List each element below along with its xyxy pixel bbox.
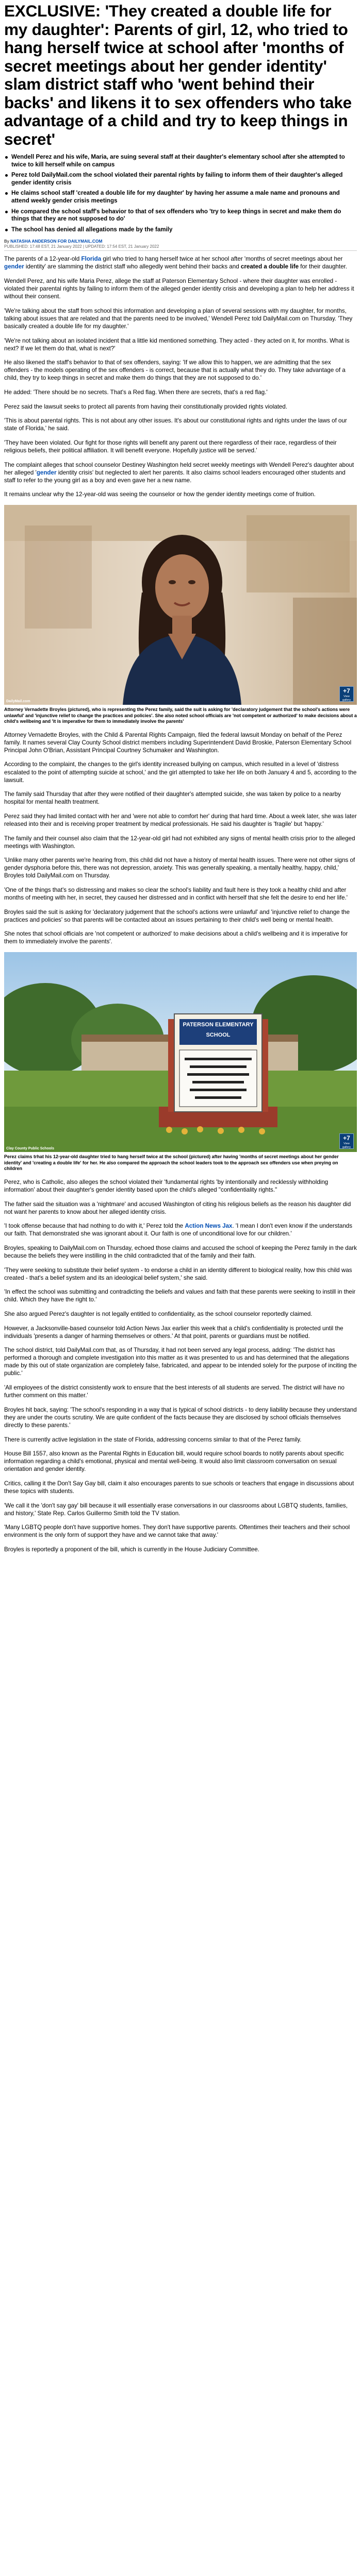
paragraph: Perez said the lawsuit seeks to protect all parents from having their constitutionally provided rights violated. [4, 403, 288, 410]
byline [4, 239, 357, 249]
divider [4, 250, 357, 251]
article-body [4, 731, 357, 946]
summary-bullet: The school has denied all allegations made by the family [4, 226, 357, 234]
paragraph: 'We call it the 'don't say gay' bill because it will essentially erase conversations in our classrooms about LGBTQ students, families, and history,' State Rep. Carlos Guillermo Smith told the TV station. [4, 1502, 348, 1517]
text: The parents of a 12-year-old [4, 256, 81, 263]
paragraph: 'One of the things that's so distressing and makes so clear the school's liability and fault here is they took a healthy child and after months of meeting with her, in secret, they caused her distressed and in conflict with herself that she felt the desire to end her life.' [4, 887, 348, 902]
sign-school-label: SCHOOL [206, 1032, 231, 1039]
text: identity crisis' but neglected to alert her parents. It also claims school leaders encouraged other students and staff to refer to the young girl as a boy and even gave her a new name. [4, 469, 346, 484]
paragraph: Broyles said the suit is asking for 'declaratory judgement that the school's actions were unlawful' and 'injunctive relief to change the practices and policies' so that parents will be contacted about an issues pertaining to their child's well being or mental health. [4, 908, 350, 923]
paragraph: He added: 'There should be no secrets. That's a Red flag. When there are secrets, that's a red flag.' [4, 388, 268, 396]
summary-bullet: Wendell Perez and his wife, Maria, are suing several staff at their daughter's elementary school after she attempted to twice to kill herself while on campus [4, 154, 357, 168]
paragraph: Attorney Vernadette Broyles, with the Child & Parental Rights Campaign, filed the federal lawsuit Monday on behalf of the Perez family. It names several Clay County School district members including Superintendent David Broskie, Paterson Elementary School Principal John O'Brian, Assistant Principal Courtney Schumaker and Washington. [4, 731, 352, 754]
paragraph: Wendell Perez, and his wife Maria Perez, allege the staff at Paterson Elementary School - where their daughter was enrolled - violated their parental rights by failing to inform them of the alleged gender identity crisis and developing a plan to help her address it without their consent. [4, 278, 354, 300]
action-news-jax-link[interactable]: Action News Jax [185, 1223, 233, 1230]
paragraph: 'They have been violated. Our fight for those rights will benefit any parent out there regardless of their race, regardless of their religious beliefs, their political affiliation. It will benefit everyone. Hopefully justice will be served.' [4, 439, 337, 454]
summary-bullets [4, 154, 357, 233]
author-link[interactable]: NATASHA ANDERSON FOR DAILYMAIL.COM [10, 239, 103, 244]
summary-bullet: He compared the school staff's behavior to that of sex offenders who 'try to keep things in secret and make them do things that they are not supposed to do' [4, 208, 357, 223]
florida-link[interactable]: Florida [81, 256, 102, 263]
paragraph: Perez, who is Catholic, also alleges the school violated their 'fundamental rights 'by intentionally and recklessly withholding information' about their daughter's gender identity based upon the child's alleged "confidentiality rights." [4, 1178, 329, 1193]
sign-school-name: PATERSON ELEMENTARY [183, 1022, 254, 1028]
gender-link[interactable]: gender [36, 469, 57, 476]
school-photo-image [4, 952, 357, 1152]
paragraph [4, 1222, 357, 1238]
paragraph: It remains unclear why the 12-year-old was seeing the counselor or how the gender identity meetings come of fruition. [4, 491, 316, 498]
paragraph: However, a Jacksonville-based counselor told Action News Jax earlier this week that a child's confidentiality is protected until the individuals 'presents a danger of harming themselves or others.' At that point, parents or guardians must be notified. [4, 1325, 343, 1340]
gallery-count: +7 [343, 687, 350, 694]
text: 'I took offense because that had nothing to do with it,' Perez told the [4, 1223, 185, 1230]
text: The complaint alleges that school counselor Destiney Washington held secret weekly meetings with Wendell Perez's daughter about her alleged ' [4, 461, 354, 476]
paragraph: The school district, told DailyMail.com that, as of Thursday, it had not been served any legal process, adding: 'The district has performed a thorough and complete investigation into this matter as it was presented to us and has determined that the allegations made by this out of state organization are completely false, fabricated, and appear to be intended solely for the purpose of inciting the public.' [4, 1347, 357, 1377]
photo-credit: DailyMail.com [6, 699, 30, 703]
text: for their daughter. [299, 263, 348, 270]
paragraph: She notes that school officials are 'not competent or authorized' to make decisions about a child's wellbeing and it is imperative for them to immediately involve the parents'. [4, 930, 348, 945]
paragraph: According to the complaint, the changes to the girl's identity increased bullying on campus, which resulted in a level of 'distress escalated to the point of attempting suicide at school,' and the girl attempted to take her life on both January 4 and 5, according to the lawsuit. [4, 761, 357, 784]
text: . 'I mean I don't even know if the understands our faith. That demonstrated she was ignorant about it. Our faith is one of unconditional love for our children.' [4, 1223, 353, 1238]
paragraph: The family said Thursday that after they were notified of their daughter's attempted suicide, she was taken by police to a nearby hospital for mental health treatment. [4, 791, 341, 806]
paragraph: There is currently active legislation in the state of Florida, addressing concerns similar to that of the Perez family. [4, 1436, 302, 1443]
paragraph: 'They were seeking to substitute their belief system - to endorse a child in an identity different to biological reality, how this child was created - that's a belief system and its an ideological belief system,' she said. [4, 1266, 352, 1281]
paragraph: He also likened the staff's behavior to that of sex offenders, saying: 'If we allow this to happen, we are admitting that the sex offenders - the models operating of the sex offenders - is correct, because that is actually what they do. They take advantage of a child, they try to keep things in secret and make them do things that they are not supposed to do.' [4, 359, 346, 382]
paragraph: Perez said they had limited contact with her and 'were not able to comfort her' during that hard time. About a week later, she was later released into their and is receiving proper treatment by medical professionals. He said his daughter is 'fragile' but 'happy.' [4, 812, 357, 827]
paragraph: Broyles hit back, saying: 'The school's responding in a way that is typical of school districts - to deny liability because they understand they are under the courts scrutiny. We are quite confident of the facts because they are disclosed by school officials themselves directly to these parents.' [4, 1406, 357, 1429]
byline-prefix: By [4, 239, 9, 244]
view-gallery-button[interactable] [339, 1133, 354, 1149]
photo-caption: Perez claims trhat his 12-year-old daughter tried to hang herself twice at the school (pictured) after having 'months of secret meetings about her gender identity' and 'creating a double life' for her. He also compared the approach the school leaders took to the approach sex offenders use when preying on children [4, 1154, 339, 1172]
view-gallery-button[interactable] [339, 686, 354, 702]
publish-timestamp: PUBLISHED: 17:48 EST, 21 January 2022 | UPDATED: 17:54 EST, 21 January 2022 [4, 244, 159, 249]
paragraph: 'We're talking about the staff from school this information and developing a plan of several sessions with my daughter, for months, talking about issues that are related and that the parents need to be involved,' Wendell Perez told DailyMail.com on Thursday. 'They basically created a double life for my daughter.' [4, 307, 353, 330]
paragraph: Broyles is reportedly a proponent of the bill, which is currently in the House Judiciary Committee. [4, 1546, 259, 1553]
paragraph: 'Unlike many other parents we're hearing from, this child did not have a history of mental health issues. There were not other signs of gender dysphoria before this, there was not depression, anxiety. This was generally speaking, a mentally healthy, happy, child,' Broyles told DailyMail.com on Thursday. [4, 857, 355, 879]
attorney-photo[interactable] [4, 505, 357, 705]
paragraph: House Bill 1557, also known as the Parental Rights in Education bill, would require school boards to notify parents about specific information regarding a child's emotional, physical and mental well-being. It would also limit classroom conversation on sexual orientation and gender identity. [4, 1450, 344, 1473]
paragraph: 'All employees of the district consistently work to ensure that the best interests of all students are served. The district will have no further comment on this matter.' [4, 1384, 344, 1399]
photo-caption: Attorney Vernadette Broyles (pictured), who is representing the Perez family, said the suit is asking for 'declaratory judgement that the school's actions were unlawful' and 'injunctive relief to change the practices and policies'. She also noted school officials are 'not competent or authorized' to make decisions about a child's wellbeing and 'it is imperative for them to immediately involve the parents' [4, 706, 357, 724]
gallery-label: View gallery [342, 694, 351, 702]
paragraph [4, 461, 357, 484]
summary-bullet: Perez told DailyMail.com the school violated their parental rights by failing to inform them of their daughter's alleged gender identity crisis [4, 172, 357, 187]
paragraph: Broyles, speaking to DailyMail.com on Thursday, echoed those claims and accused the school of keeping the Perez family in the dark because the beliefs they were instilling in the child contradicted that of the family and their faith. [4, 1244, 357, 1259]
gallery-count: +7 [343, 1134, 350, 1142]
paragraph: She also argued Perez's daughter is not legally entitled to confidentiality, as the school counselor reportedly claimed. [4, 1310, 313, 1317]
text: girl who tried to hang herself twice at her school after 'months of secret meetings about her [101, 256, 343, 263]
attorney-photo-image [4, 505, 357, 705]
paragraph: 'This is about parental rights. This is not about any other issues. It's about our constitutional rights and rights under the laws of our state of Florida,' he said. [4, 417, 347, 432]
text: identity' are slamming the district staff who allegedly went behind their backs and [24, 263, 241, 270]
photo-credit: Clay County Public Schools [6, 1147, 54, 1151]
paragraph: The father said the situation was a 'nightmare' and accused Washington of citing his religious beliefs as the reason his daughter did not want her parents to know about her alleged identity crisis. [4, 1200, 351, 1215]
summary-bullet: He claims school staff 'created a double life for my daughter' by having her assume a male name and pronouns and attend weekly gender crisis meetings [4, 190, 357, 205]
paragraph: 'In effect the school was submitting and contradicting the beliefs and values and faith that these parents were seeking to instill in their child. Which they have the right to.' [4, 1289, 356, 1303]
text: created a double life [240, 263, 299, 270]
paragraph: 'Many LGBTQ people don't have supportive homes. They don't have supportive parents. Oftentimes their teachers and their school environment is the only form of support they have and we cannot take that away.' [4, 1524, 350, 1539]
gender-link[interactable]: gender [4, 263, 24, 270]
article-body [4, 1178, 357, 1553]
headline: EXCLUSIVE: 'They created a double life for my daughter': Parents of girl, 12, who tried to hang herself twice at school after 'months of secret meetings about her gender identity' slam district staff who 'went behind their backs' and likens it to sex offenders who take advantage of a child and try to keep things in secret' [4, 2, 352, 148]
article-body [4, 255, 357, 498]
school-photo[interactable] [4, 952, 357, 1152]
paragraph: 'We're not talking about an isolated incident that a little kid mentioned something. They acted - they acted on it, for months. What is next? If we let them do that, what is next?' [4, 337, 350, 352]
paragraph [4, 255, 357, 270]
paragraph: Critics, calling it the Don't Say Gay bill, claim it also encourages parents to sue schools or teachers that engage in discussions about these topics with students. [4, 1480, 354, 1495]
paragraph: The family and their counsel also claim that the 12-year-old girl had not exhibited any signs of mental health crisis prior to the alleged meetings with Washington. [4, 835, 355, 850]
gallery-label: View gallery [342, 1142, 351, 1149]
